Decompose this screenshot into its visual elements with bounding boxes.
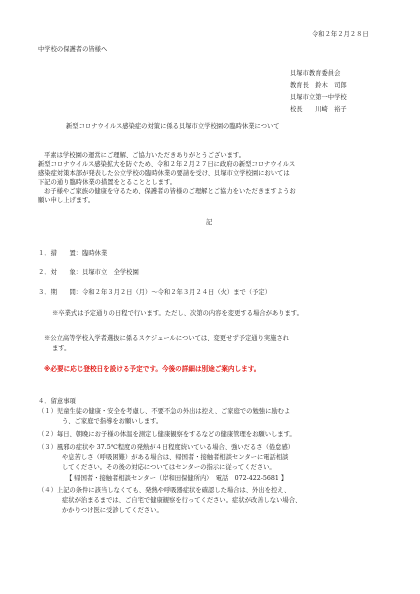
caution-3-line-2: や息苦しさ（呼吸困難）がある場合は、帰国者・接触者相談センターに電話相談 [62, 454, 289, 461]
item-measure-label: １．措 置： [38, 250, 83, 257]
intro-line-2: 新型コロナウイルス感染拡大を防ぐため、令和２年２月２７日に政府の新型コロナウイルス [38, 161, 296, 168]
document-title: 新型コロナウイルス感染症の対策に係る貝塚市立学校園の臨時休業について [66, 123, 280, 130]
item-period-value: 令和２年３月２日（月）〜令和２年３月２４日（火）まで（予定） [82, 289, 271, 296]
intro-line-6: 願い申し上げます。 [38, 197, 95, 204]
sender-board: 貝塚市教育委員会 [290, 70, 341, 77]
cautions-heading: ４．留意事項 [38, 398, 76, 405]
note-graduation: ※卒業式は予定通りの日程で行います。ただし、次第の内容を変更する場合があります。 [52, 310, 303, 317]
caution-2: （２）毎日、朝晩にお子様の体温を測定し健康観察をするなどの健康管理をお願いします。 [38, 431, 296, 438]
item-period [38, 289, 271, 297]
item-measure-value: 臨時休業 [82, 250, 108, 257]
caution-4-line-1: （４）上記の条件に該当しなくても、発熱や呼吸器症状を確認した場合は、外出を控え、 [38, 487, 291, 494]
intro-line-3: 感染症対策本部が発表した公立学校の臨時休業の要請を受け、貝塚市立学校園においては [38, 170, 290, 177]
date-line: 令和２年２月２８日 [312, 31, 369, 38]
consultation-center-line: 【 帰国者・接触者相談センター（岸和田保健所内） 電話 072-422-5681 】 [66, 475, 288, 482]
note-exam-line-2: ます。 [52, 345, 71, 352]
note-exam-line-1: ※公立高等学校入学者選抜に係るスケジュールについては、変更せず予定通り実施され [44, 335, 290, 342]
caution-4-line-2: 症状が治まるまでは、ご自宅で健康観察を行ってください。症状が改善しない場合、 [62, 497, 302, 504]
intro-line-5: お子様やご家族の健康を守るため、保護者の皆様のご理解とご協力をいただきますようお [44, 188, 296, 195]
intro-line-4: 下記の通り臨時休業の措置をとることとします。 [38, 179, 177, 186]
item-measure [38, 250, 107, 258]
item-target [38, 269, 139, 277]
caution-3-line-1: （３）風邪の症状や 37.5℃程度の発熱が４日程度続いている場合、強いだるさ（倦怠感） [38, 444, 295, 451]
ki-heading: 記 [206, 219, 213, 226]
caution-3-line-3: してください。その後の対応についてはセンターの指示に従ってください。 [62, 464, 276, 471]
item-period-label: ３．期 間： [38, 289, 83, 296]
intro-line-1: 平素は学校園の運営にご理解、ご協力いただきありがとうございます。 [44, 152, 245, 159]
red-notice: ※必要に応じ登校日を設ける予定です。今後の詳細は別途ご案内します。 [44, 365, 261, 373]
caution-4-line-3: かかりつけ医に受診してください。 [62, 507, 163, 514]
item-target-value: 貝塚市立 全学校園 [82, 269, 139, 276]
sender-school: 貝塚市立第一中学校 [290, 94, 347, 101]
sender-principal: 校長 川崎 裕子 [290, 106, 347, 113]
caution-1-line-1: （１）児童生徒の健康・安全を考慮し、不要不急の外出は控え、ご家庭での勉強に励むよ [38, 408, 291, 415]
recipient-line: 中学校の保護者の皆様へ [38, 46, 108, 53]
sender-superintendent: 教育長 鈴木 司郎 [290, 82, 347, 89]
item-target-label: ２．対 象： [38, 269, 83, 276]
caution-1-line-2: う、ご家庭で指導をお願いします。 [62, 418, 163, 425]
